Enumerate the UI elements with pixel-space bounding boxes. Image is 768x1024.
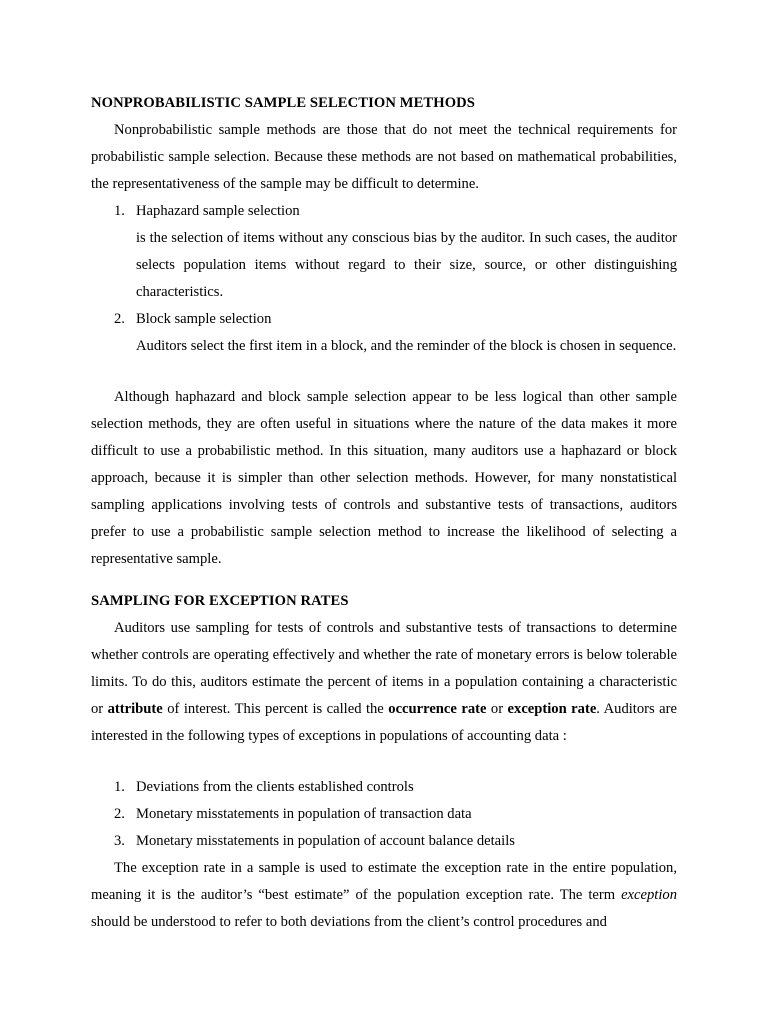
list-item-text: Monetary misstatements in population of transaction data	[136, 806, 472, 822]
list-item-text: Deviations from the clients established controls	[136, 779, 414, 795]
section-heading-nonprobabilistic: NONPROBABILISTIC SAMPLE SELECTION METHODS	[91, 95, 476, 111]
intro-paragraph: Nonprobabilistic sample methods are those that do not meet the technical requirements for probabilistic sample selection. Because these methods are not based on mathematical probabilities, the representativeness of the sample may be difficult to determine.	[91, 122, 677, 192]
paragraph-text: or	[486, 701, 508, 717]
list-item-text: Monetary misstatements in population of account balance details	[136, 833, 515, 849]
paragraph-text: should be understood to refer to both deviations from the client’s control procedures and	[91, 914, 607, 930]
exception-estimate-paragraph	[91, 855, 677, 936]
closing-paragraph: Although haphazard and block sample selection appear to be less logical than other sample selection methods, they are often useful in situations where the nature of the data makes it more difficult to use a probabilistic method. In this situation, many auditors use a haphazard or block approach, because it is simpler than other selection methods. However, for many nonstatistical sampling applications involving tests of controls and substantive tests of transactions, auditors prefer to use a probabilistic sample selection method to increase the likelihood of selecting a representative sample.	[91, 389, 677, 567]
haphazard-description: is the selection of items without any conscious bias by the auditor. In such cases, the auditor selects population items without regard to their size, source, or other distinguishing characteristics.	[136, 230, 677, 300]
paragraph-text: Auditors use sampling for tests of controls and substantive tests of transactions to determine whether controls are operating effectively and whether the rate of monetary errors is below tolerable limits. To do this, auditors estimate the percent of items in a population containing a characteristic or	[91, 620, 677, 717]
paragraph-text: of interest. This percent is called the	[162, 701, 389, 717]
list-item-title: Block sample selection	[136, 311, 272, 327]
term-attribute: attribute	[107, 701, 163, 717]
list-item-title: Haphazard sample selection	[136, 203, 300, 219]
list-number: 2.	[114, 311, 125, 327]
list-number: 3.	[114, 833, 125, 849]
block-description: Auditors select the first item in a block, and the reminder of the block is chosen in sequence.	[136, 338, 677, 354]
section-heading-exception-rates: SAMPLING FOR EXCEPTION RATES	[91, 593, 349, 609]
term-exception-rate: exception rate	[507, 701, 597, 717]
term-occurrence-rate: occurrence rate	[388, 701, 487, 717]
paragraph-text: The exception rate in a sample is used to estimate the exception rate in the entire population, meaning it is the auditor’s “best estimate” of the population exception rate. The term	[91, 860, 677, 903]
exception-rates-paragraph	[91, 615, 677, 750]
list-number: 1.	[114, 203, 125, 219]
paragraph-text: . Auditors are interested in the following types of exceptions in populations of accounting data :	[91, 701, 677, 744]
list-number: 1.	[114, 779, 125, 795]
term-exception: exception	[621, 887, 677, 903]
list-number: 2.	[114, 806, 125, 822]
